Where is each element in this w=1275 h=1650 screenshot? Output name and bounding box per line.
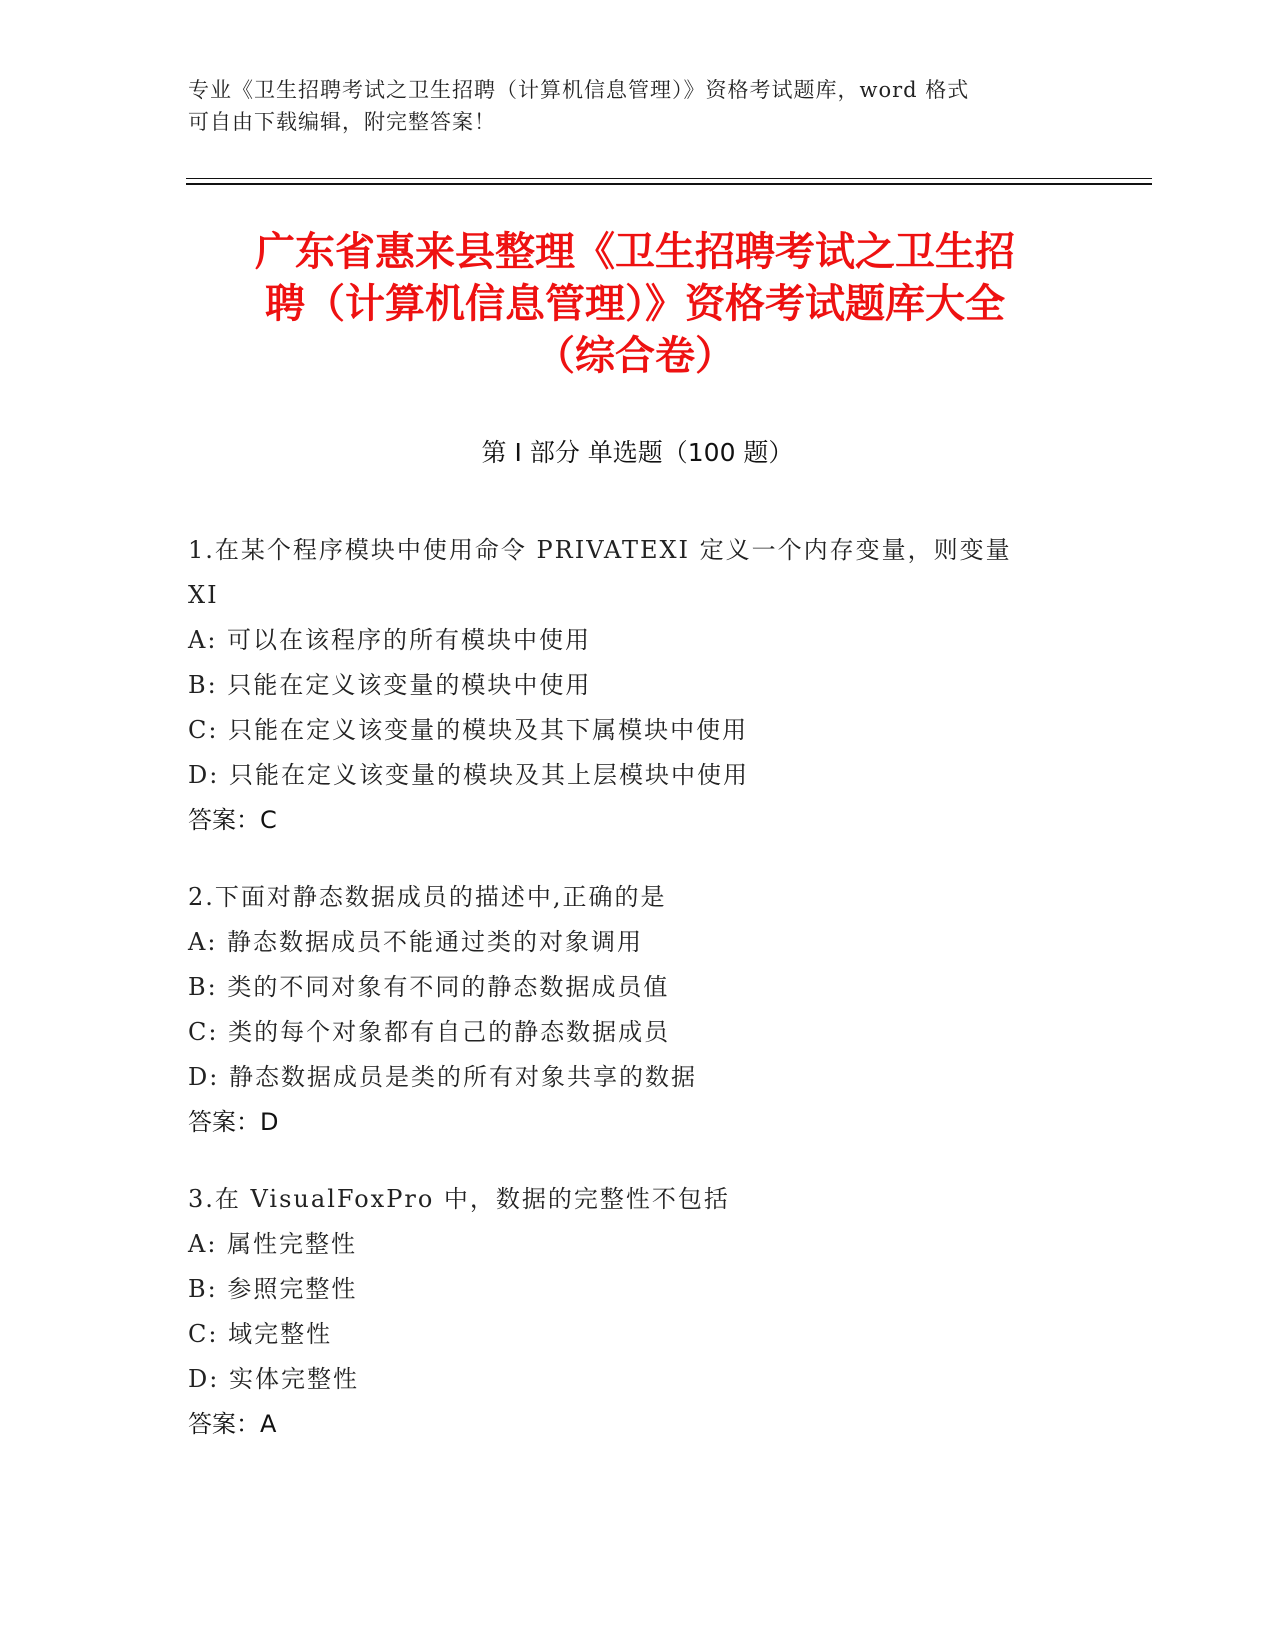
answer-label: 答案： xyxy=(188,1108,260,1136)
option-c: C: 只能在定义该变量的模块及其下属模块中使用 xyxy=(188,716,749,744)
option-c: C: 域完整性 xyxy=(188,1320,333,1348)
question-list xyxy=(188,528,1088,1479)
header-divider-thin xyxy=(186,178,1152,179)
question-stem: 3.在 VisualFoxPro 中，数据的完整性不包括 xyxy=(188,1185,730,1213)
document-title-line-1: 广东省惠来县整理《卫生招聘考试之卫生招 xyxy=(255,229,1015,275)
document-title-line-2: 聘（计算机信息管理）》资格考试题库大全 xyxy=(265,281,1005,327)
option-d: D: 静态数据成员是类的所有对象共享的数据 xyxy=(188,1063,697,1091)
option-b: B: 参照完整性 xyxy=(188,1275,358,1303)
answer-label: 答案： xyxy=(188,1410,260,1438)
option-a: A: 静态数据成员不能通过类的对象调用 xyxy=(188,928,644,956)
question-1 xyxy=(188,528,1088,843)
option-a: A: 可以在该程序的所有模块中使用 xyxy=(188,626,592,654)
option-b: B: 类的不同对象有不同的静态数据成员值 xyxy=(188,973,670,1001)
answer-value: C xyxy=(260,806,277,834)
question-3 xyxy=(188,1177,1088,1447)
answer-value: A xyxy=(260,1410,277,1438)
header-note-line-1: 专业《卫生招聘考试之卫生招聘（计算机信息管理）》资格考试题库，word 格式 xyxy=(188,78,970,102)
answer-label: 答案： xyxy=(188,806,260,834)
option-b: B: 只能在定义该变量的模块中使用 xyxy=(188,671,592,699)
option-d: D: 实体完整性 xyxy=(188,1365,359,1393)
header-note xyxy=(188,74,1068,138)
option-a: A: 属性完整性 xyxy=(188,1230,358,1258)
document-title xyxy=(160,226,1110,382)
answer-line xyxy=(188,1100,1088,1145)
option-d: D: 只能在定义该变量的模块及其上层模块中使用 xyxy=(188,761,749,789)
question-stem-continued: XI xyxy=(188,581,219,609)
question-2 xyxy=(188,875,1088,1145)
answer-value: D xyxy=(260,1108,279,1136)
option-c: C: 类的每个对象都有自己的静态数据成员 xyxy=(188,1018,671,1046)
answer-line xyxy=(188,1402,1088,1447)
header-divider-thick xyxy=(186,183,1152,185)
question-stem: 1.在某个程序模块中使用命令 PRIVATEXI 定义一个内存变量，则变量 xyxy=(188,536,1012,564)
answer-line xyxy=(188,798,1088,843)
section-title: 第 I 部分 单选题（100 题） xyxy=(481,438,794,467)
header-note-line-2: 可自由下载编辑，附完整答案！ xyxy=(188,110,496,134)
question-stem: 2.下面对静态数据成员的描述中,正确的是 xyxy=(188,883,667,911)
document-title-line-3: （综合卷） xyxy=(535,333,735,379)
